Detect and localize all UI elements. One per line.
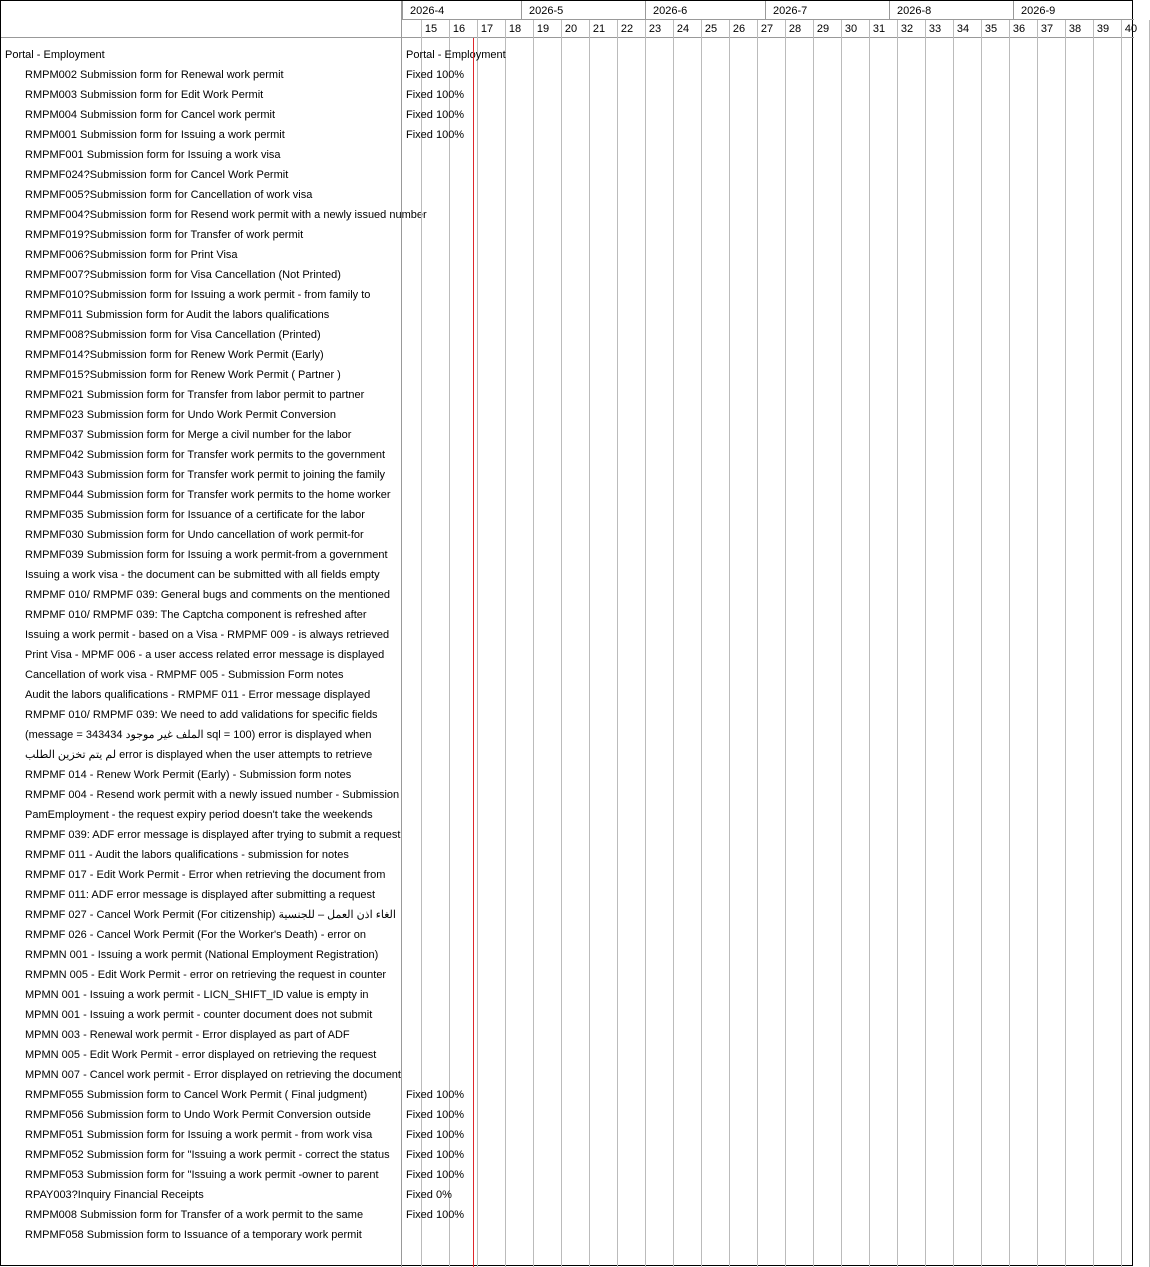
task-name[interactable]: RMPMF030 Submission form for Undo cancellation of work permit-for [25,529,364,541]
task-name[interactable]: RMPMF010?Submission form for Issuing a work permit - from family to [25,289,371,301]
task-name[interactable]: RMPMF001 Submission form for Issuing a work visa [25,149,281,161]
task-name[interactable]: RMPMF 010/ RMPMF 039: We need to add validations for specific fields [25,709,378,721]
task-name[interactable]: RMPMF 010/ RMPMF 039: The Captcha component is refreshed after [25,609,367,621]
month-label: 2026-8 [889,1,1013,19]
task-name[interactable]: RMPMF044 Submission form for Transfer work permits to the home worker [25,489,391,501]
week-label: 17 [480,23,494,35]
task-name[interactable]: RMPMF006?Submission form for Print Visa [25,249,238,261]
task-name[interactable]: RMPMF043 Submission form for Transfer work permit to joining the family [25,469,386,481]
month-label: 2026-4 [402,1,521,19]
month-label: 2026-5 [521,1,645,19]
week-label: 30 [844,23,858,35]
week-label: 19 [536,23,550,35]
task-bar-label: Fixed 100% [406,89,465,101]
task-list[interactable] [1,38,427,1267]
week-header-row [402,20,1138,38]
week-label: 21 [592,23,606,35]
week-label: 32 [900,23,914,35]
task-name[interactable]: MPMN 003 - Renewal work permit - Error displayed as part of ADF [25,1029,350,1041]
task-name[interactable]: RMPMF014?Submission form for Renew Work Permit (Early) [25,349,324,361]
task-name[interactable]: MPMN 007 - Cancel work permit - Error displayed on retrieving the document [25,1069,401,1081]
week-label: 22 [620,23,634,35]
task-name[interactable]: (message = 343434 الملف غير موجود sql = 100) error is displayed when [25,729,372,741]
week-label: 29 [816,23,830,35]
task-name[interactable]: RMPMF021 Submission form for Transfer from labor permit to partner [25,389,365,401]
week-label: 28 [788,23,802,35]
task-name[interactable]: RMPM002 Submission form for Renewal work permit [25,69,284,81]
task-name[interactable]: RMPMF 010/ RMPMF 039: General bugs and comments on the mentioned [25,589,391,601]
task-name[interactable]: RMPMF037 Submission form for Merge a civil number for the labor [25,429,352,441]
task-name[interactable]: RMPMF053 Submission form for "Issuing a work permit -owner to parent [25,1169,379,1181]
task-bar-label: Fixed 100% [406,1149,465,1161]
task-name[interactable]: PamEmployment - the request expiry period doesn't take the weekends [25,809,373,821]
week-label: 33 [928,23,942,35]
task-name[interactable]: RMPMF035 Submission form for Issuance of a certificate for the labor [25,509,365,521]
task-name[interactable]: RMPM003 Submission form for Edit Work Permit [25,89,264,101]
task-name[interactable]: Print Visa - MPMF 006 - a user access related error message is displayed [25,649,385,661]
task-name[interactable]: RMPMF019?Submission form for Transfer of work permit [25,229,304,241]
task-name[interactable]: MPMN 001 - Issuing a work permit - counter document does not submit [25,1009,373,1021]
task-name[interactable]: RMPMF004?Submission form for Resend work permit with a newly issued number [25,209,427,221]
week-label: 40 [1124,23,1138,35]
week-label: 25 [704,23,718,35]
task-bar-label: Fixed 100% [406,1129,465,1141]
week-label: 24 [676,23,690,35]
week-label: 16 [452,23,466,35]
task-name[interactable]: RMPMF023 Submission form for Undo Work Permit Conversion [25,409,336,421]
task-name[interactable]: RMPMF052 Submission form for "Issuing a work permit - correct the status [25,1149,390,1161]
task-bar-label: Fixed 100% [406,69,465,81]
task-name[interactable]: RMPMF008?Submission form for Visa Cancellation (Printed) [25,329,321,341]
task-name[interactable]: RMPMF042 Submission form for Transfer work permits to the government [25,449,386,461]
task-bar-label: Fixed 100% [406,1109,465,1121]
task-name[interactable]: MPMN 001 - Issuing a work permit - LICN_SHIFT_ID value is empty in [25,989,369,1001]
week-label: 36 [1012,23,1026,35]
timeline-pane[interactable] [402,1,1138,1267]
task-name[interactable]: RMPMF005?Submission form for Cancellation of work visa [25,189,313,201]
task-name[interactable]: RMPMF 039: ADF error message is displayed after trying to submit a request [25,829,401,841]
task-bar-label: Fixed 100% [406,129,465,141]
week-label: 35 [984,23,998,35]
task-name[interactable]: RMPMF 014 - Renew Work Permit (Early) - Submission form notes [25,769,352,781]
task-name[interactable]: RMPMF 011 - Audit the labors qualifications - submission for notes [25,849,349,861]
task-name[interactable]: Audit the labors qualifications - RMPMF 011 - Error message displayed [25,689,371,701]
task-name[interactable]: RMPMF 011: ADF error message is displayed after submitting a request [25,889,376,901]
task-name[interactable]: RMPMF011 Submission form for Audit the labors qualifications [25,309,330,321]
week-label: 34 [956,23,970,35]
task-name[interactable]: RMPMN 005 - Edit Work Permit - error on retrieving the request in counter [25,969,387,981]
month-label: 2026-6 [645,1,765,19]
task-name[interactable]: Issuing a work permit - based on a Visa - RMPMF 009 - is always retrieved [25,629,390,641]
week-label: 20 [564,23,578,35]
task-bar-label: Fixed 100% [406,1169,465,1181]
task-name[interactable]: RMPMF056 Submission form to Undo Work Permit Conversion outside [25,1109,371,1121]
month-label: 2026-7 [765,1,889,19]
task-name[interactable]: RMPMF058 Submission form to Issuance of a temporary work permit [25,1229,362,1241]
bar-area [402,38,1134,1267]
task-name[interactable]: RMPMF024?Submission form for Cancel Work Permit [25,169,289,181]
task-name[interactable]: RMPM004 Submission form for Cancel work permit [25,109,276,121]
task-bar-label: Fixed 0% [406,1189,452,1201]
task-name[interactable]: RMPMF 004 - Resend work permit with a newly issued number - Submission [25,789,400,801]
task-name[interactable]: RMPMF 027 - Cancel Work Permit (For citizenship) الغاء اذن العمل – للجنسية [25,909,396,921]
task-name[interactable]: RMPMF051 Submission form for Issuing a work permit - from work visa [25,1129,373,1141]
task-group-name[interactable]: Portal - Employment [5,49,105,61]
task-name[interactable]: RMPMF039 Submission form for Issuing a work permit-from a government [25,549,388,561]
task-list-header [1,1,401,38]
week-label: 15 [424,23,438,35]
task-name[interactable]: RMPMF 017 - Edit Work Permit - Error when retrieving the document from [25,869,386,881]
week-label: 18 [508,23,522,35]
task-name[interactable]: RMPM001 Submission form for Issuing a work permit [25,129,285,141]
month-header-row [402,1,1134,20]
task-name[interactable]: Issuing a work visa - the document can be submitted with all fields empty [25,569,380,581]
task-name[interactable]: MPMN 005 - Edit Work Permit - error displayed on retrieving the request [25,1049,377,1061]
week-label: 23 [648,23,662,35]
task-bar-label: Fixed 100% [406,1209,465,1221]
task-name[interactable]: RMPM008 Submission form for Transfer of a work permit to the same [25,1209,364,1221]
task-name[interactable]: RMPMF007?Submission form for Visa Cancellation (Not Printed) [25,269,341,281]
task-bar-label: Portal - Employment [406,49,506,61]
week-label: 27 [760,23,774,35]
today-marker [473,38,474,1267]
task-name[interactable]: RPAY003?Inquiry Financial Receipts [25,1189,204,1201]
week-label: 31 [872,23,886,35]
task-bar-label: Fixed 100% [406,109,465,121]
task-bar-label: Fixed 100% [406,1089,465,1101]
task-name[interactable]: RMPMF055 Submission form to Cancel Work Permit ( Final judgment) [25,1089,368,1101]
task-name[interactable]: RMPMF 026 - Cancel Work Permit (For the Worker's Death) - error on [25,929,366,941]
task-name[interactable]: Cancellation of work visa - RMPMF 005 - Submission Form notes [25,669,344,681]
week-label: 26 [732,23,746,35]
week-label: 39 [1096,23,1110,35]
week-label: 37 [1040,23,1054,35]
task-name[interactable]: RMPMF015?Submission form for Renew Work Permit ( Partner ) [25,369,341,381]
week-label: 38 [1068,23,1082,35]
task-name[interactable]: RMPMN 001 - Issuing a work permit (National Employment Registration) [25,949,379,961]
month-label: 2026-9 [1013,1,1134,19]
task-name[interactable]: لم يتم تخزين الطلب error is displayed when the user attempts to retrieve [25,749,373,761]
